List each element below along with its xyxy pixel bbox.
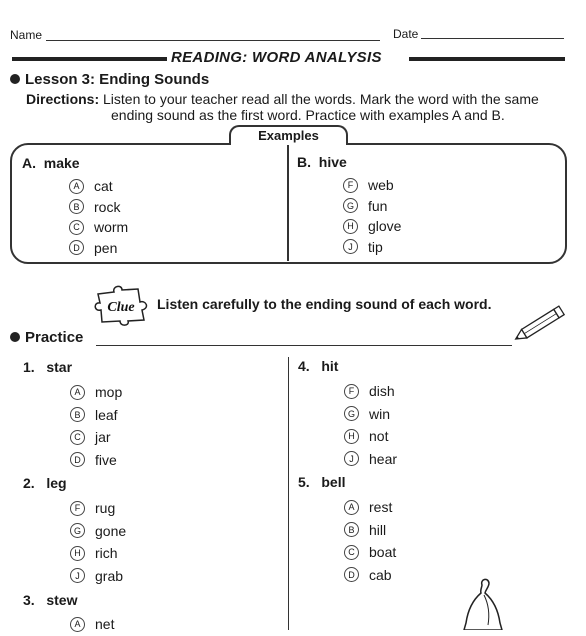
- answer-option[interactable]: G gone: [70, 520, 126, 543]
- bubble-icon[interactable]: D: [344, 567, 359, 582]
- bullet-icon: [10, 332, 20, 342]
- answer-option[interactable]: D five: [70, 449, 122, 472]
- example-b-options: [343, 175, 401, 257]
- answer-option[interactable]: J hear: [344, 448, 397, 471]
- practice-rule: [96, 345, 512, 346]
- question-5: 5. bell: [298, 474, 346, 490]
- answer-option[interactable]: B leaf: [70, 404, 122, 427]
- answer-option[interactable]: C worm: [69, 217, 128, 238]
- date-label: Date: [393, 27, 419, 41]
- question-4: 4. hit: [298, 358, 339, 374]
- bubble-icon[interactable]: H: [344, 429, 359, 444]
- answer-option[interactable]: H rich: [70, 542, 126, 565]
- clue-text: Listen carefully to the ending sound of each word.: [157, 296, 492, 312]
- answer-option[interactable]: F dish: [344, 380, 397, 403]
- answer-option[interactable]: J tip: [343, 237, 401, 258]
- answer-option[interactable]: A cat: [69, 176, 128, 197]
- question-5-options: [344, 496, 396, 586]
- pencil-icon: [510, 305, 570, 345]
- answer-option[interactable]: H glove: [343, 216, 401, 237]
- bubble-icon[interactable]: C: [69, 220, 84, 235]
- answer-option[interactable]: D pen: [69, 238, 128, 259]
- answer-option[interactable]: D cab: [344, 564, 396, 587]
- directions-line-1: Directions: Listen to your teacher read all the words. Mark the word with the same: [26, 91, 539, 107]
- clue-badge-text: Clue: [107, 300, 135, 315]
- bubble-icon[interactable]: F: [70, 501, 85, 516]
- directions-line-2: ending sound as the first word. Practice with examples A and B.: [111, 107, 505, 123]
- question-1: 1. star: [23, 359, 73, 375]
- answer-option[interactable]: J grab: [70, 565, 126, 588]
- example-a-options: [69, 176, 128, 258]
- example-b-question: B. hive: [297, 154, 347, 170]
- bubble-icon[interactable]: J: [344, 451, 359, 466]
- clue-puzzle-icon: [92, 284, 154, 326]
- answer-option[interactable]: C jar: [70, 426, 122, 449]
- bubble-icon[interactable]: A: [344, 500, 359, 515]
- answer-option[interactable]: A rest: [344, 496, 396, 519]
- title-rule-left: [12, 57, 167, 61]
- name-field-line[interactable]: [46, 40, 380, 41]
- bubble-icon[interactable]: J: [70, 568, 85, 583]
- answer-option[interactable]: B rock: [69, 197, 128, 218]
- example-a-question: A. make: [22, 155, 80, 171]
- bubble-icon[interactable]: C: [344, 545, 359, 560]
- bubble-icon[interactable]: F: [344, 384, 359, 399]
- bell-icon: [458, 575, 508, 630]
- bubble-icon[interactable]: G: [70, 523, 85, 538]
- answer-option[interactable]: A net: [70, 613, 114, 636]
- bubble-icon[interactable]: A: [69, 179, 84, 194]
- bubble-icon[interactable]: H: [70, 546, 85, 561]
- bubble-icon[interactable]: A: [70, 385, 85, 400]
- answer-option[interactable]: B hill: [344, 519, 396, 542]
- bullet-icon: [10, 74, 20, 84]
- bubble-icon[interactable]: D: [69, 240, 84, 255]
- answer-option[interactable]: H not: [344, 425, 397, 448]
- bubble-icon[interactable]: A: [70, 617, 85, 632]
- answer-option[interactable]: C boat: [344, 541, 396, 564]
- practice-heading: Practice: [10, 329, 83, 346]
- practice-divider: [288, 357, 289, 630]
- bubble-icon[interactable]: H: [343, 219, 358, 234]
- name-label: Name: [10, 28, 43, 42]
- question-2: 2. leg: [23, 475, 67, 491]
- title-rule-right: [409, 57, 565, 61]
- question-3: 3. stew: [23, 592, 78, 608]
- question-4-options: [344, 380, 397, 470]
- bubble-icon[interactable]: B: [69, 199, 84, 214]
- answer-option[interactable]: F web: [343, 175, 401, 196]
- bubble-icon[interactable]: J: [343, 239, 358, 254]
- date-field-line[interactable]: [421, 38, 564, 39]
- bubble-icon[interactable]: B: [344, 522, 359, 537]
- bubble-icon[interactable]: F: [343, 178, 358, 193]
- bubble-icon[interactable]: G: [344, 406, 359, 421]
- lesson-heading: Lesson 3: Ending Sounds: [10, 71, 209, 88]
- directions-label: Directions:: [26, 91, 100, 107]
- answer-option[interactable]: A mop: [70, 381, 122, 404]
- examples-tab: Examples: [229, 125, 348, 145]
- answer-option[interactable]: G win: [344, 403, 397, 426]
- bubble-icon[interactable]: D: [70, 452, 85, 467]
- answer-option[interactable]: G fun: [343, 196, 401, 217]
- question-1-options: [70, 381, 122, 471]
- bubble-icon[interactable]: C: [70, 430, 85, 445]
- page-title: READING: WORD ANALYSIS: [171, 49, 382, 66]
- bubble-icon[interactable]: G: [343, 198, 358, 213]
- question-2-options: [70, 497, 126, 587]
- bubble-icon[interactable]: B: [70, 407, 85, 422]
- examples-divider: [287, 145, 289, 261]
- answer-option[interactable]: F rug: [70, 497, 126, 520]
- question-3-options: [70, 613, 114, 636]
